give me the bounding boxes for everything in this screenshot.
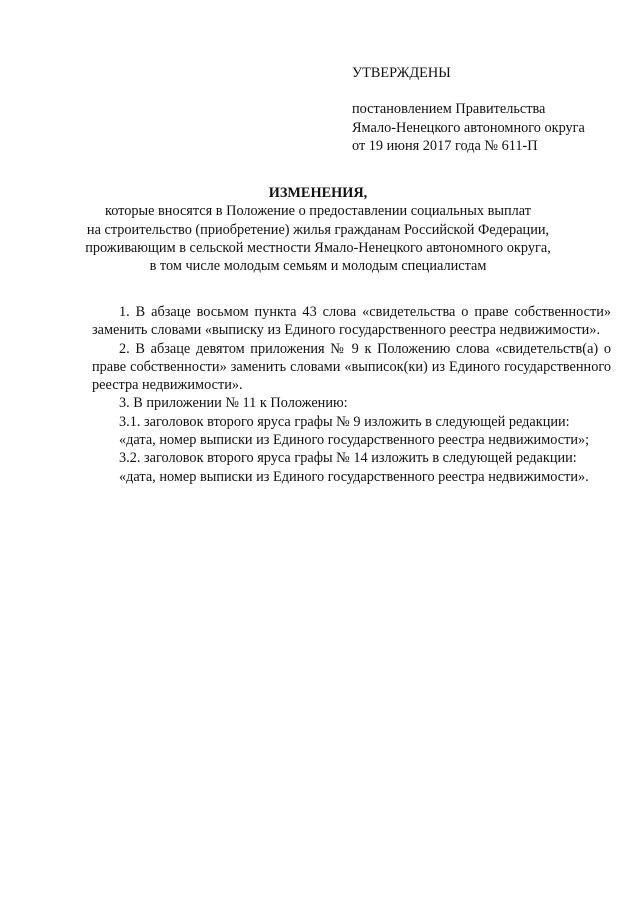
paragraph-3-1-text: «дата, номер выписки из Единого государственного реестра недвижимости»; [119, 432, 590, 449]
document-subtitle-line: которые вносятся в Положение о предоставлении социальных выплат [104, 203, 531, 220]
document-title-block [70, 184, 566, 275]
document-body [92, 303, 611, 486]
paragraph-3-2: 3.2. заголовок второго яруса графы № 14 изложить в следующей редакции: [119, 450, 577, 467]
document-subtitle-line: в том числе молодым семьям и молодым специалистам [149, 258, 487, 275]
approval-block [352, 64, 632, 155]
paragraph-2: 2. В абзаце девятом приложения № 9 к Положению слова «свидетельств(а) о праве собственности» заменить словами «выписок(ки) из Единого государственного реестра недвижимости». [92, 340, 611, 394]
document-subtitle-line: на строительство (приобретение) жилья гражданам Российской Федерации, [86, 221, 550, 238]
document-title: ИЗМЕНЕНИЯ, [268, 185, 368, 201]
paragraph-1: 1. В абзаце восьмом пункта 43 слова «свидетельства о праве собственности» заменить словами «выписку из Единого государственного реестра недвижимости». [92, 304, 611, 339]
approval-line: постановлением Правительства [352, 101, 546, 118]
document-subtitle-line: проживающим в сельской местности Ямало-Ненецкого автономного округа, [85, 239, 551, 256]
paragraph-3-2-text: «дата, номер выписки из Единого государственного реестра недвижимости». [119, 468, 589, 485]
paragraph-3-1: 3.1. заголовок второго яруса графы № 9 изложить в следующей редакции: [119, 413, 570, 430]
approval-line: от 19 июня 2017 года № 611-П [352, 137, 538, 154]
approval-title: УТВЕРЖДЕНЫ [352, 65, 451, 81]
approval-line: Ямало-Ненецкого автономного округа [352, 119, 585, 136]
paragraph-3: 3. В приложении № 11 к Положению: [119, 395, 348, 412]
